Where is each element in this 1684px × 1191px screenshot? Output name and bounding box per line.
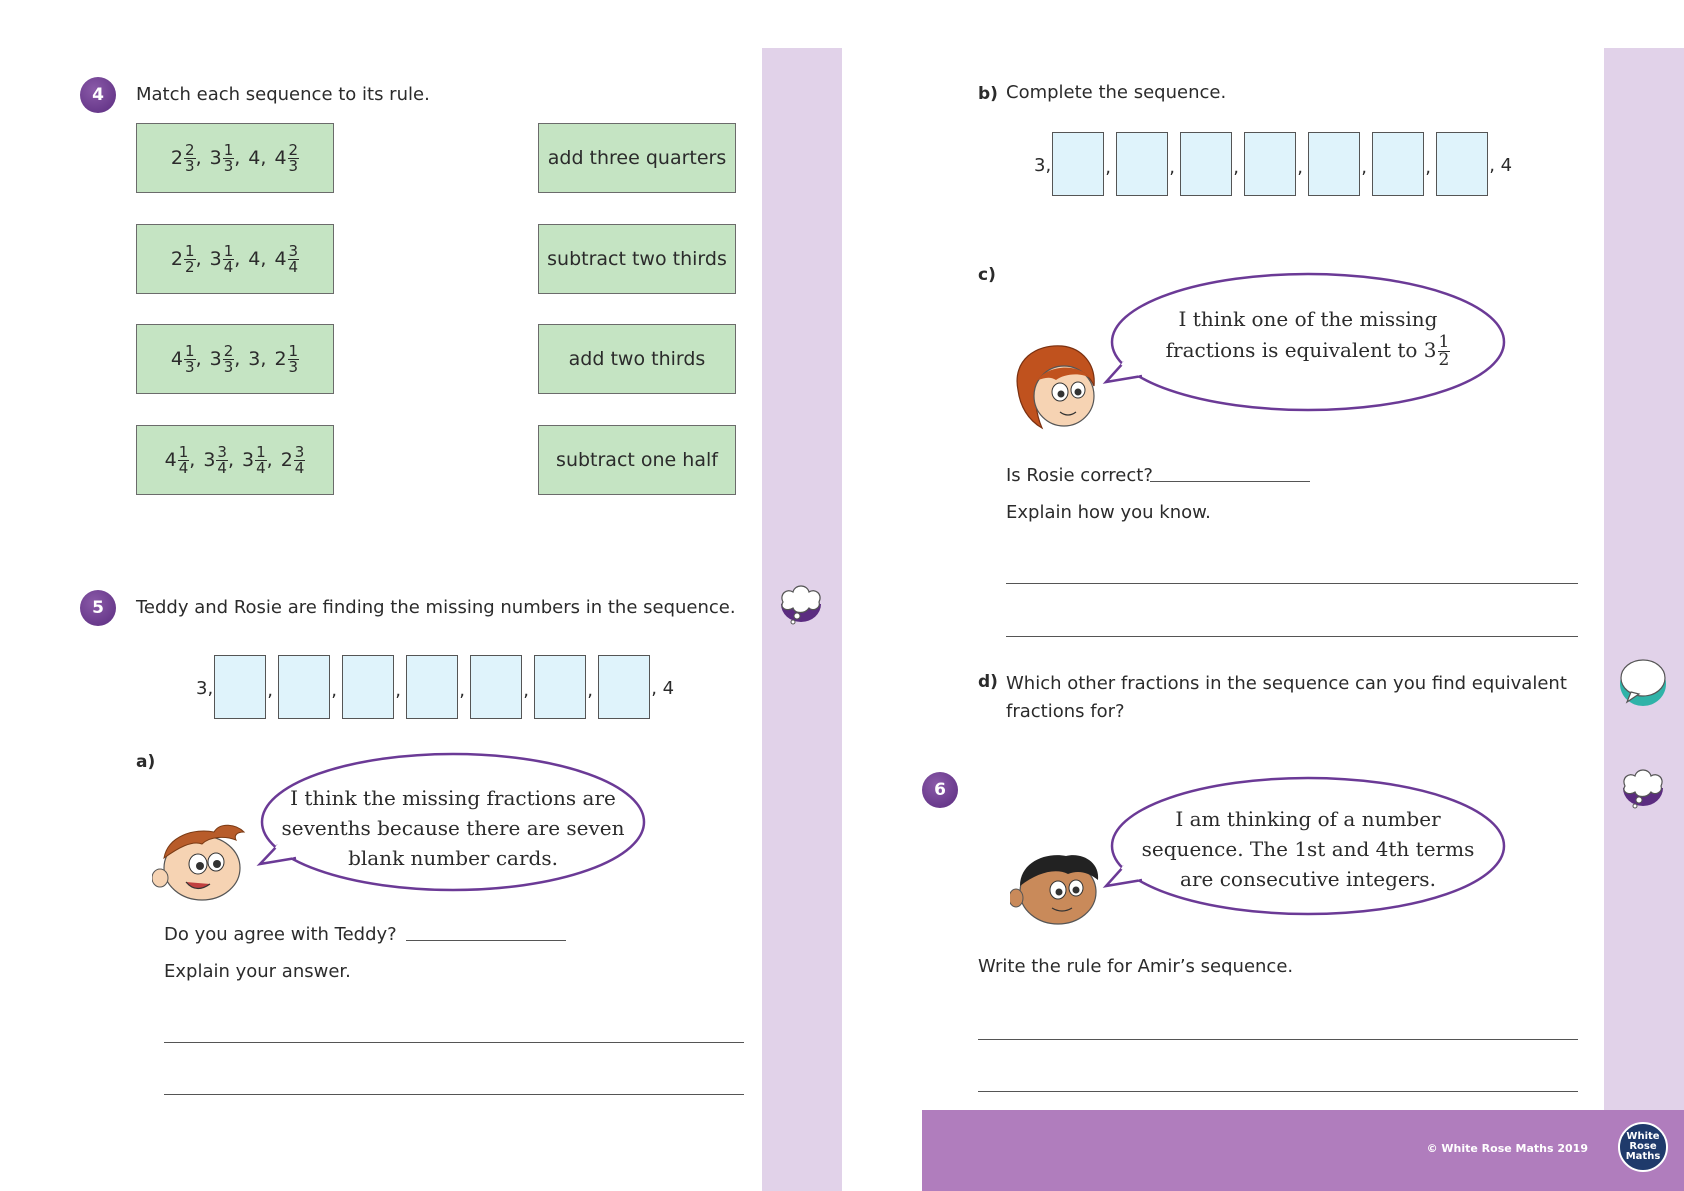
fraction-numerator: 3 bbox=[217, 442, 227, 461]
sequence-term bbox=[242, 442, 273, 477]
explanation-line[interactable] bbox=[164, 1042, 744, 1043]
rule-card[interactable]: subtract two thirds bbox=[538, 224, 736, 294]
separator: , bbox=[195, 248, 202, 270]
whole-number: 2 bbox=[274, 348, 287, 370]
explanation-line[interactable] bbox=[1006, 583, 1578, 584]
separator: , bbox=[195, 147, 202, 169]
sequence-card[interactable] bbox=[136, 324, 334, 394]
separator: , bbox=[189, 449, 196, 471]
question-5-prompt: Teddy and Rosie are finding the missing numbers in the sequence. bbox=[136, 597, 736, 618]
whole-number: 3 bbox=[248, 348, 261, 370]
separator: , bbox=[227, 449, 235, 471]
answer-line[interactable] bbox=[978, 1091, 1578, 1092]
fraction-numerator: 2 bbox=[223, 341, 234, 360]
fraction-denominator: 3 bbox=[223, 357, 234, 376]
whole-number: 3 bbox=[203, 449, 216, 471]
question-6-number: 6 bbox=[922, 772, 958, 808]
fraction-denominator: 4 bbox=[178, 458, 189, 477]
speech-line bbox=[1126, 334, 1490, 369]
whole-number: 4 bbox=[274, 248, 287, 270]
fraction-denominator: 3 bbox=[288, 357, 299, 376]
sequence-term bbox=[203, 442, 235, 477]
sequence-boxes-part-b bbox=[1034, 132, 1512, 196]
answer-box[interactable] bbox=[1052, 132, 1104, 196]
whole-number: 4 bbox=[248, 147, 261, 169]
problem-solving-thought-icon bbox=[1617, 764, 1669, 814]
separator: , bbox=[266, 449, 273, 471]
rosie-answer-line[interactable] bbox=[1150, 481, 1310, 482]
answer-box[interactable] bbox=[534, 655, 586, 719]
speech-line: I think the missing fractions are bbox=[290, 786, 616, 810]
fraction bbox=[184, 241, 196, 276]
whole-number: 4 bbox=[164, 449, 177, 471]
part-c-label: c) bbox=[978, 265, 996, 285]
sequence-term bbox=[164, 442, 196, 477]
sequence-card[interactable] bbox=[136, 224, 334, 294]
fraction bbox=[184, 341, 196, 376]
fraction-numerator: 1 bbox=[178, 442, 189, 461]
footer-bar bbox=[922, 1110, 1684, 1191]
answer-box[interactable] bbox=[1116, 132, 1168, 196]
fraction-numerator: 1 bbox=[223, 241, 234, 260]
whole-number: 2 bbox=[280, 449, 293, 471]
fraction-denominator: 4 bbox=[294, 458, 305, 477]
fraction bbox=[223, 140, 235, 175]
comma: , bbox=[523, 680, 529, 701]
fraction-denominator: 4 bbox=[256, 458, 266, 477]
rule-card[interactable]: add two thirds bbox=[538, 324, 736, 394]
answer-box[interactable] bbox=[1180, 132, 1232, 196]
answer-box[interactable] bbox=[406, 655, 458, 719]
fraction-denominator: 4 bbox=[223, 257, 234, 276]
fraction-denominator: 3 bbox=[185, 156, 195, 175]
answer-box[interactable] bbox=[214, 655, 266, 719]
answer-box[interactable] bbox=[1244, 132, 1296, 196]
teddy-question: Do you agree with Teddy? bbox=[164, 924, 397, 945]
sequence-term bbox=[248, 348, 266, 370]
fraction bbox=[184, 140, 196, 175]
comma: , bbox=[1105, 157, 1111, 178]
sequence-term bbox=[274, 140, 299, 175]
speech-line: are consecutive integers. bbox=[1180, 867, 1436, 891]
whole-number: 4 bbox=[274, 147, 287, 169]
fraction-denominator: 3 bbox=[223, 156, 234, 175]
sequence-end: , 4 bbox=[651, 678, 675, 699]
fraction bbox=[288, 341, 300, 376]
fraction-numerator: 2 bbox=[288, 140, 299, 159]
fraction bbox=[223, 341, 235, 376]
fraction-numerator: 2 bbox=[185, 140, 195, 159]
separator: , bbox=[260, 147, 267, 169]
comma: , bbox=[459, 680, 465, 701]
answer-line[interactable] bbox=[978, 1039, 1578, 1040]
speech-line-text: fractions is equivalent to 3 bbox=[1165, 338, 1437, 362]
teddy-avatar bbox=[152, 820, 246, 904]
whole-number: 2 bbox=[170, 147, 184, 169]
white-rose-maths-logo bbox=[1618, 1122, 1668, 1172]
logo-line: White bbox=[1626, 1131, 1660, 1142]
fraction-numerator: 1 bbox=[256, 442, 266, 461]
separator: , bbox=[234, 248, 241, 270]
question-6-prompt: Write the rule for Amir’s sequence. bbox=[978, 956, 1294, 977]
sequence-term bbox=[170, 241, 202, 276]
logo-line: Rose bbox=[1629, 1141, 1657, 1152]
sequence-start: 3, bbox=[1034, 155, 1052, 176]
speech-line: sequence. The 1st and 4th terms bbox=[1141, 837, 1475, 861]
answer-box[interactable] bbox=[342, 655, 394, 719]
rule-card[interactable]: add three quarters bbox=[538, 123, 736, 193]
fraction-numerator: 1 bbox=[288, 341, 299, 360]
rosie-explain: Explain how you know. bbox=[1006, 502, 1211, 523]
sequence-boxes-q5 bbox=[196, 655, 674, 719]
rosie-speech-text bbox=[1126, 304, 1490, 369]
sequence-end: , 4 bbox=[1489, 155, 1513, 176]
part-d-label: d) bbox=[978, 672, 998, 692]
teddy-speech-text bbox=[276, 783, 630, 873]
sequence-start: 3, bbox=[196, 678, 214, 699]
comma: , bbox=[1297, 157, 1303, 178]
speech-line: sevenths because there are seven bbox=[281, 816, 625, 840]
whole-number: 3 bbox=[209, 147, 222, 169]
fraction-denominator: 3 bbox=[185, 357, 195, 376]
speech-line: I think one of the missing bbox=[1178, 307, 1438, 331]
fraction-numerator: 1 bbox=[185, 341, 195, 360]
sequence-term bbox=[248, 248, 266, 270]
separator: , bbox=[260, 248, 267, 270]
amir-speech-text bbox=[1126, 804, 1490, 894]
question-5-number: 5 bbox=[80, 590, 116, 626]
answer-box[interactable] bbox=[278, 655, 330, 719]
fraction-denominator: 4 bbox=[217, 458, 227, 477]
answer-box[interactable] bbox=[470, 655, 522, 719]
sequence-term bbox=[274, 241, 299, 276]
sequence-term bbox=[248, 147, 266, 169]
part-d-prompt bbox=[1006, 670, 1567, 726]
sequence-term bbox=[209, 241, 241, 276]
question-4-number: 4 bbox=[80, 77, 116, 113]
sequence-term bbox=[274, 341, 299, 376]
answer-box[interactable] bbox=[1372, 132, 1424, 196]
whole-number: 4 bbox=[170, 348, 184, 370]
part-d-line: Which other fractions in the sequence can you find equivalent bbox=[1006, 673, 1567, 694]
logo-text bbox=[1626, 1132, 1661, 1162]
speech-line: blank number cards. bbox=[348, 846, 558, 870]
fraction bbox=[294, 442, 306, 477]
fraction-denominator: 4 bbox=[288, 257, 299, 276]
fraction bbox=[178, 442, 190, 477]
answer-box[interactable] bbox=[1436, 132, 1488, 196]
speech-line: I am thinking of a number bbox=[1175, 807, 1441, 831]
sequence-term bbox=[170, 140, 202, 175]
part-b-label: b) bbox=[978, 84, 998, 104]
part-a-label: a) bbox=[136, 752, 156, 772]
fraction bbox=[255, 442, 267, 477]
comma: , bbox=[1361, 157, 1367, 178]
comma: , bbox=[331, 680, 337, 701]
comma: , bbox=[1233, 157, 1239, 178]
sequence-term bbox=[209, 140, 241, 175]
rosie-question: Is Rosie correct? bbox=[1006, 465, 1153, 486]
separator: , bbox=[234, 147, 241, 169]
whole-number: 3 bbox=[209, 348, 222, 370]
whole-number: 3 bbox=[242, 449, 255, 471]
separator: , bbox=[195, 348, 202, 370]
answer-box[interactable] bbox=[598, 655, 650, 719]
comma: , bbox=[395, 680, 401, 701]
fraction bbox=[223, 241, 235, 276]
fraction bbox=[288, 140, 300, 175]
teddy-answer-line[interactable] bbox=[406, 940, 566, 941]
fraction-numerator: 3 bbox=[294, 442, 305, 461]
sequence-term bbox=[280, 442, 306, 477]
separator: , bbox=[234, 348, 241, 370]
logo-line: Maths bbox=[1625, 1151, 1661, 1162]
sequence-card[interactable] bbox=[136, 425, 334, 495]
fraction-one-half bbox=[1438, 334, 1451, 369]
sequence-term bbox=[209, 341, 241, 376]
part-d-line: fractions for? bbox=[1006, 701, 1125, 722]
comma: , bbox=[1425, 157, 1431, 178]
whole-number: 4 bbox=[248, 248, 261, 270]
whole-number: 2 bbox=[170, 248, 184, 270]
answer-box[interactable] bbox=[1308, 132, 1360, 196]
copyright-text: © White Rose Maths 2019 bbox=[1426, 1142, 1588, 1155]
comma: , bbox=[587, 680, 593, 701]
discussion-speech-icon bbox=[1617, 656, 1669, 710]
fraction-numerator: 1 bbox=[1438, 332, 1450, 352]
whole-number: 3 bbox=[209, 248, 222, 270]
fraction-numerator: 1 bbox=[185, 241, 195, 260]
fraction-denominator: 2 bbox=[1438, 350, 1450, 370]
question-4-prompt: Match each sequence to its rule. bbox=[136, 84, 430, 105]
fraction bbox=[288, 241, 300, 276]
fraction bbox=[216, 442, 228, 477]
part-b-prompt: Complete the sequence. bbox=[1006, 82, 1227, 103]
reasoning-thought-icon bbox=[775, 580, 827, 630]
comma: , bbox=[1169, 157, 1175, 178]
teddy-explain: Explain your answer. bbox=[164, 961, 351, 982]
right-sidebar-strip bbox=[1604, 48, 1684, 1191]
explanation-line[interactable] bbox=[1006, 636, 1578, 637]
rosie-avatar bbox=[1008, 340, 1104, 440]
comma: , bbox=[267, 680, 273, 701]
amir-avatar bbox=[1010, 846, 1104, 926]
fraction-numerator: 1 bbox=[223, 140, 234, 159]
explanation-line[interactable] bbox=[164, 1094, 744, 1095]
sequence-term bbox=[170, 341, 202, 376]
separator: , bbox=[260, 348, 267, 370]
sequence-card[interactable] bbox=[136, 123, 334, 193]
rule-card[interactable]: subtract one half bbox=[538, 425, 736, 495]
fraction-denominator: 3 bbox=[288, 156, 299, 175]
fraction-numerator: 3 bbox=[288, 241, 299, 260]
fraction-denominator: 2 bbox=[185, 257, 195, 276]
